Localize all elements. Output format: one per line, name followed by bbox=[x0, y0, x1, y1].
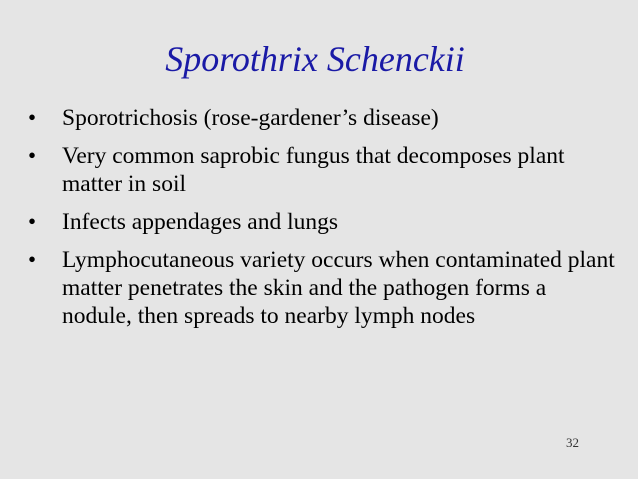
bullet-text: Infects appendages and lungs bbox=[62, 209, 339, 235]
bullet-text: Lymphocutaneous variety occurs when contaminated plant matter penetrates the skin and the pathogen forms a nodule, then spreads to nearby lymph nodes bbox=[62, 247, 615, 329]
bullet-dot-icon: • bbox=[28, 105, 37, 130]
bullet-item bbox=[28, 142, 618, 198]
bullet-dot-icon: • bbox=[28, 209, 37, 234]
bullet-item bbox=[28, 246, 618, 330]
bullet-item bbox=[28, 104, 618, 132]
slide-title: Sporothrix Schenckii bbox=[165, 39, 465, 79]
bullet-item bbox=[28, 208, 618, 236]
bullet-list bbox=[28, 104, 618, 340]
bullet-text: Sporotrichosis (rose-gardener’s disease) bbox=[62, 105, 439, 131]
page-number: 32 bbox=[566, 435, 579, 450]
bullet-text: Very common saprobic fungus that decomposes plant matter in soil bbox=[62, 143, 565, 197]
bullet-dot-icon: • bbox=[28, 247, 37, 272]
bullet-dot-icon: • bbox=[28, 143, 37, 168]
